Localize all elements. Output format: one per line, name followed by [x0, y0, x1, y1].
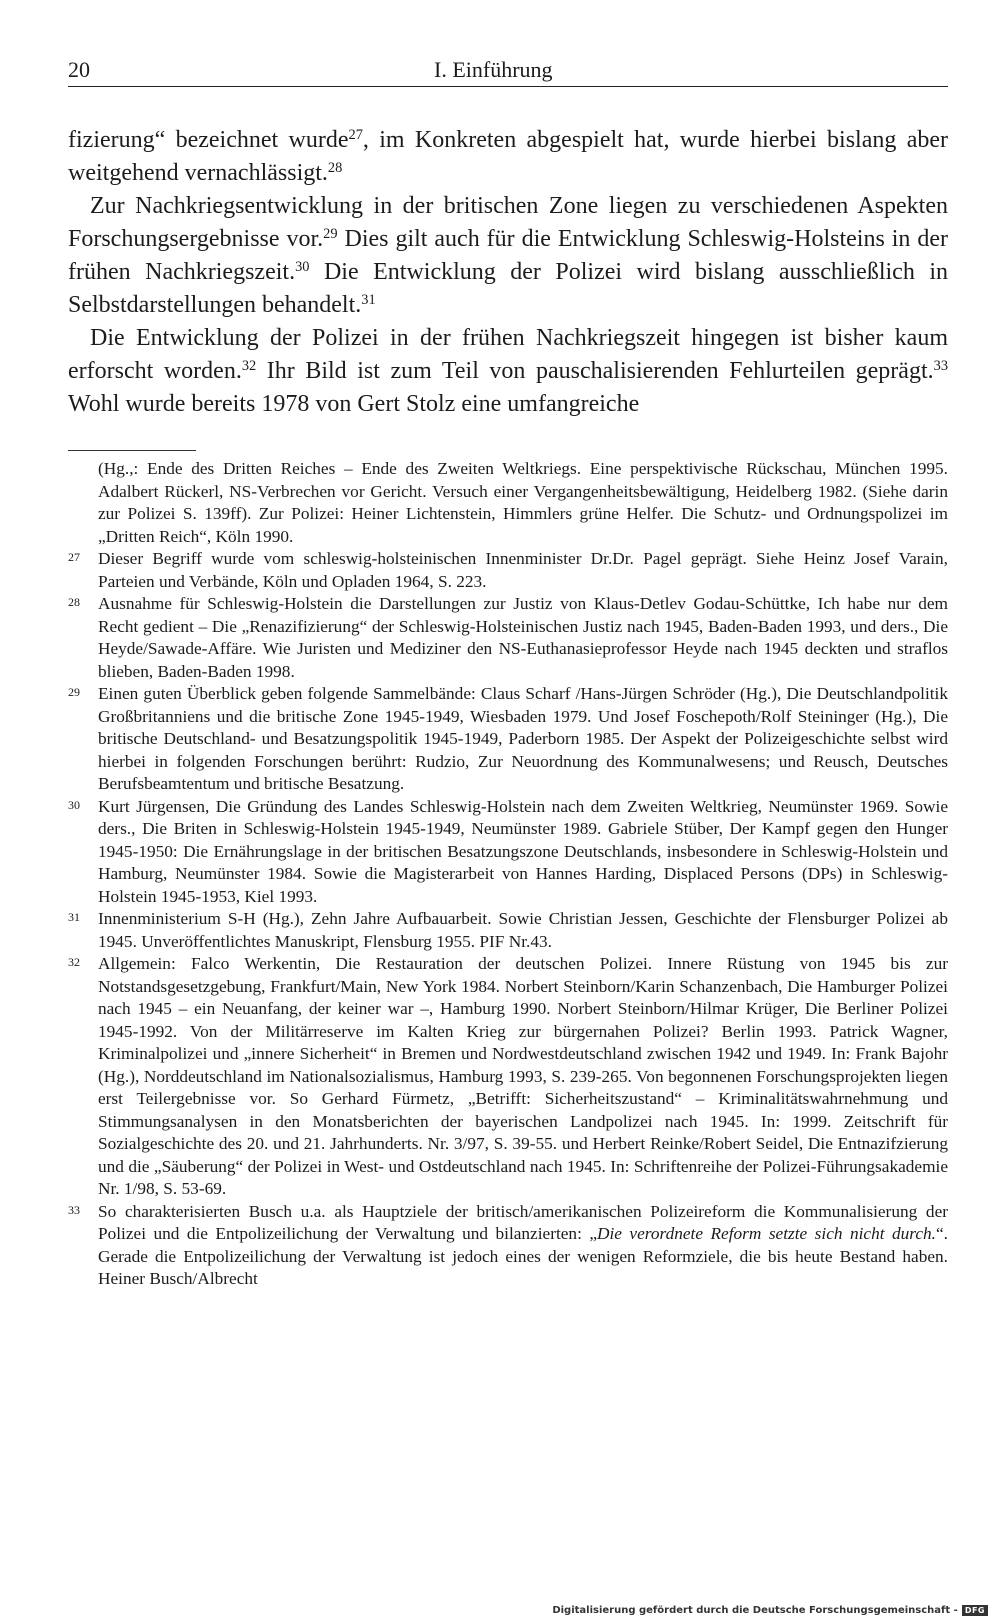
footnote-number: 33: [68, 1202, 80, 1217]
page-number: 20: [68, 57, 90, 82]
page-header: [68, 56, 948, 87]
footnote-ref: 32: [241, 358, 257, 375]
paragraph: Zur Nachkriegsentwicklung in der britischen Zone liegen zu verschiedenen Aspekten Forschungsergebnisse vor.$^{29}$ Dies gilt auch für die Entwicklung Schleswig-Holsteins in der frühen Nachkriegszeit.$^{30}$ Die Entwicklung der Polizei wird bislang ausschließlich in Selbstdarstellungen behandelt.$^{31}$: [68, 193, 948, 318]
footnote-number: 27: [68, 550, 80, 564]
footnote-30: 30 Kurt Jürgensen, Die Gründung des Landes Schleswig-Holstein nach dem Zweiten Weltkrieg, Neumünster 1969. Sowie ders., Die Briten in Schleswig-Holstein 1945-1949, Neumünster 1989. Gabriele Stüber, Der Kampf gegen den Hunger 1945-1950: Die Ernährungslage in der britischen Besatzungszone Deutschlands, insbesondere in Schleswig-Holstein und Hamburg, Neumünster 1984. Sowie die Magisterarbeit von Hannes Harding, Displaced Persons (DPs) in Schleswig-Holstein 1945-1953, Kiel 1993.: [68, 796, 948, 906]
footnote-27: 27 Dieser Begriff wurde vom schleswig-holsteinischen Innenminister Dr.Dr. Pagel geprägt. Siehe Heinz Josef Varain, Parteien und Verbände, Köln und Opladen 1964, S. 223.: [68, 549, 948, 591]
footnote-number: 31: [68, 910, 80, 924]
dfg-logo: DFG: [962, 1605, 988, 1616]
footnote-continuation: (Hg.,: Ende des Dritten Reiches – Ende des Zweiten Weltkriegs. Eine perspektivische Rückschau, München 1995. Adalbert Rückerl, NS-Verbrechen vor Gericht. Versuch einer Vergangenheitsbewältigung, Heidelberg 1982. (Siehe darin zur Polizei S. 139ff). Zur Polizei: Heiner Lichtenstein, Himmlers grüne Helfer. Die Schutz- und Ordnungspolizei im „Dritten Reich“, Köln 1990.: [98, 459, 948, 546]
footnotes: [68, 458, 948, 1291]
footnote-separator: [68, 450, 196, 451]
running-head: I. Einführung: [434, 57, 553, 82]
footnote-33: 33 So charakterisierten Busch u.a. als Hauptziele der britisch/amerikanischen Polizeireform die Kommunalisierung der Polizei und die Entpolizeilichung der Verwaltung und bilanzierten: „Die verordnete Reform setzte sich nicht durch.“. Gerade die Entpolizeilichung der Verwaltung ist jedoch eines der wenigen Reformziele, die bis heute Bestand haben. Heiner Busch/Albrecht: [68, 1201, 948, 1288]
footnote-32: 32 Allgemein: Falco Werkentin, Die Restauration der deutschen Polizei. Innere Rüstung von 1945 bis zur Notstandsgesetzgebung, Frankfurt/Main, New York 1984. Norbert Steinborn/Karin Schanzenbach, Die Hamburger Polizei nach 1945 – ein Neuanfang, der keiner war –, Hamburg 1990. Norbert Steinborn/Hilmar Krüger, Die Berliner Polizei 1945-1992. Von der Militärreserve im Kalten Krieg zur bürgernahen Polizei? Berlin 1993. Patrick Wagner, Kriminalpolizei und „innere Sicherheit“ in Bremen und Nordwestdeutschland zwischen 1942 und 1949. In: Frank Bajohr (Hg.), Norddeutschland im Nationalsozialismus, Hamburg 1993, S. 239-265. Von begonnenen Forschungsprojekten liegen erst Teilergebnisse vor. So Gerhard Fürmetz, „Betrifft: Sicherheitszustand“ – Kriminalitätswahrnehmung und Stimmungsanalysen in den Monatsberichten der bayerischen Landpolizei nach 1945. In: 1999. Zeitschrift für Sozialgeschichte des 20. und 21. Jahrhunderts. Nr. 3/97, S. 39-55. und Herbert Reinke/Robert Seidel, Die Entnazifzierung und die „Säuberung“ der Polizei in West- und Ostdeutschland nach 1945. In: Schriftenreihe der Polizei-Führungsakademie Nr. 1/98, S. 53-69.: [68, 954, 948, 1198]
footnote-ref: 29: [323, 226, 338, 243]
digitization-credit: [552, 1605, 988, 1616]
footnote-number: 29: [68, 685, 80, 699]
paragraph: Die Entwicklung der Polizei in der frühen Nachkriegszeit hingegen ist bisher kaum erforscht worden.$^{32}$ Ihr Bild ist zum Teil von pauschalisierenden Fehlurteilen geprägt.$^{33}$ Wohl wurde bereits 1978 von Gert Stolz eine umfangreiche: [68, 325, 949, 417]
footnote-number: 28: [68, 595, 80, 609]
footnote-number: 32: [68, 955, 80, 969]
quote-italic: Die verordnete Reform setzte sich nicht durch.: [597, 1224, 936, 1243]
footnote-31: 31 Innenministerium S-H (Hg.), Zehn Jahre Aufbauarbeit. Sowie Christian Jessen, Geschichte der Flensburger Polizei ab 1945. Unveröffentlichtes Manuskript, Flensburg 1955. PIF Nr.43.: [68, 909, 948, 951]
credit-text: Digitalisierung gefördert durch die Deutsche Forschungsgemeinschaft -: [552, 1605, 958, 1616]
footnote-ref: 27: [348, 127, 363, 144]
paragraph: fizierung“ bezeichnet wurde$^{27}$, im Konkreten abgespielt hat, wurde hierbei bislang aber weitgehend vernachlässigt.$^{28}$: [68, 127, 948, 186]
footnote-29: 29 Einen guten Überblick geben folgende Sammelbände: Claus Scharf /Hans-Jürgen Schröder (Hg.), Die Deutschlandpolitik Großbritanniens und die britische Zone 1945-1949, Wiesbaden 1979. Und Josef Foschepoth/Rolf Steininger (Hg.), Die britische Deutschland- und Besatzungspolitik 1945-1949, Paderborn 1985. Der Aspekt der Polizeigeschichte selbst wird hierbei in folgenden Forschungen berührt: Rudzio, Zur Neuordnung des Kommunalwesens; und Reusch, Deutsches Berufsbeamtentum und britische Besatzung.: [68, 684, 948, 793]
footnote-ref: 30: [295, 259, 310, 276]
footnote-ref: 31: [361, 292, 376, 309]
main-text: [68, 124, 948, 421]
footnote-ref: 28: [327, 160, 343, 177]
footnote-ref: 33: [933, 358, 949, 375]
footnote-28: 28 Ausnahme für Schleswig-Holstein die Darstellungen zur Justiz von Klaus-Detlev Godau-Schüttke, Ich habe nur dem Recht gedient – Die „Renazifizierung“ der Schleswig-Holsteinischen Justiz nach 1945, Baden-Baden 1993, und ders., Die Heyde/Sawade-Affäre. Wie Juristen und Mediziner den NS-Euthanasieprofessor Heyde nach 1945 deckten und straflos blieben, Baden-Baden 1998.: [68, 594, 948, 681]
footnote-number: 30: [68, 797, 80, 812]
